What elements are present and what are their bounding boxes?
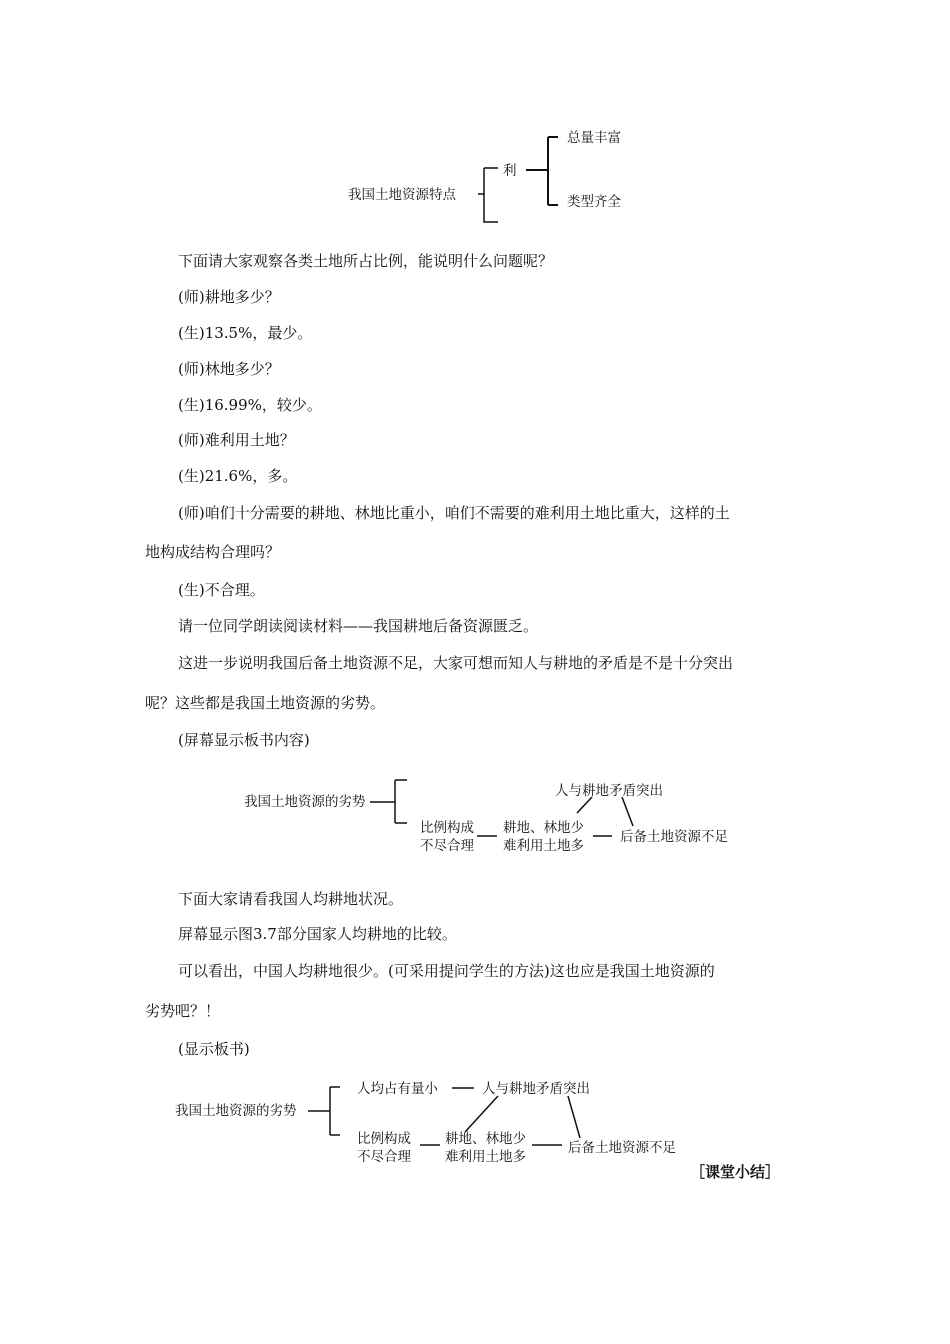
diagram2-n4: 后备土地资源不足 <box>620 829 728 845</box>
diagram3-root: 我国土地资源的劣势 <box>175 1103 297 1119</box>
diagram3-n0: 人均占有量小 <box>357 1081 438 1097</box>
paragraph: 这进一步说明我国后备土地资源不足，大家可想而知人与耕地的矛盾是不是十分突出 <box>178 654 734 672</box>
paragraph: (生)13.5%，最少。 <box>178 324 313 342</box>
paragraph: (生)不合理。 <box>178 581 265 599</box>
paragraph: 下面大家请看我国人均耕地状况。 <box>178 890 404 908</box>
paragraph: (生)16.99%，较少。 <box>178 396 322 414</box>
paragraph: (屏幕显示板书内容) <box>178 731 310 749</box>
diagram3-n2-line2: 难利用土地多 <box>445 1149 526 1165</box>
diagram1-root: 我国土地资源特点 <box>348 187 456 203</box>
paragraph: (生)21.6%，多。 <box>178 467 298 485</box>
paragraph: 呢？这些都是我国土地资源的劣势。 <box>145 694 386 712</box>
paragraph: (显示板书) <box>178 1040 250 1058</box>
paragraph: (师)耕地多少？ <box>178 288 280 306</box>
paragraph: 地构成结构合理吗？ <box>145 543 281 561</box>
diagram3-n2-line1: 耕地、林地少 <box>445 1131 526 1147</box>
paragraph: (师)咱们十分需要的耕地、林地比重小，咱们不需要的难利用土地比重大，这样的土 <box>178 504 730 522</box>
diagram3-n3: 人与耕地矛盾突出 <box>482 1081 590 1097</box>
diagram3-n1-line2: 不尽合理 <box>357 1149 411 1165</box>
diagram2-n1-line1: 比例构成 <box>420 820 474 836</box>
paragraph: 下面请大家观察各类土地所占比例，能说明什么问题呢？ <box>178 252 554 270</box>
paragraph: 可以看出，中国人均耕地很少。(可采用提问学生的方法)这也应是我国土地资源的 <box>178 962 715 980</box>
paragraph: 劣势吧？！ <box>145 1002 221 1020</box>
paragraph: (师)难利用土地？ <box>178 431 295 449</box>
diagram1-branch: 利 <box>503 163 517 179</box>
paragraph: 请一位同学朗读阅读材料——我国耕地后备资源匮乏。 <box>178 617 539 635</box>
paragraph: 屏幕显示图3.7部分国家人均耕地的比较。 <box>178 925 457 943</box>
diagram2-n1-line2: 不尽合理 <box>420 838 474 854</box>
diagram2-root: 我国土地资源的劣势 <box>244 794 366 810</box>
diagram1-leaf-types: 类型齐全 <box>567 194 621 210</box>
diagram2-n2-line1: 耕地、林地少 <box>503 820 584 836</box>
paragraph: (师)林地多少？ <box>178 360 280 378</box>
diagram2-n3: 人与耕地矛盾突出 <box>555 783 663 799</box>
diagram3-n4: 后备土地资源不足 <box>568 1140 676 1156</box>
diagram3-n1-line1: 比例构成 <box>357 1131 411 1147</box>
diagram1-leaf-total: 总量丰富 <box>567 130 621 146</box>
section-heading-summary: ［课堂小结］ <box>690 1163 781 1181</box>
diagram2-n2-line2: 难利用土地多 <box>503 838 584 854</box>
